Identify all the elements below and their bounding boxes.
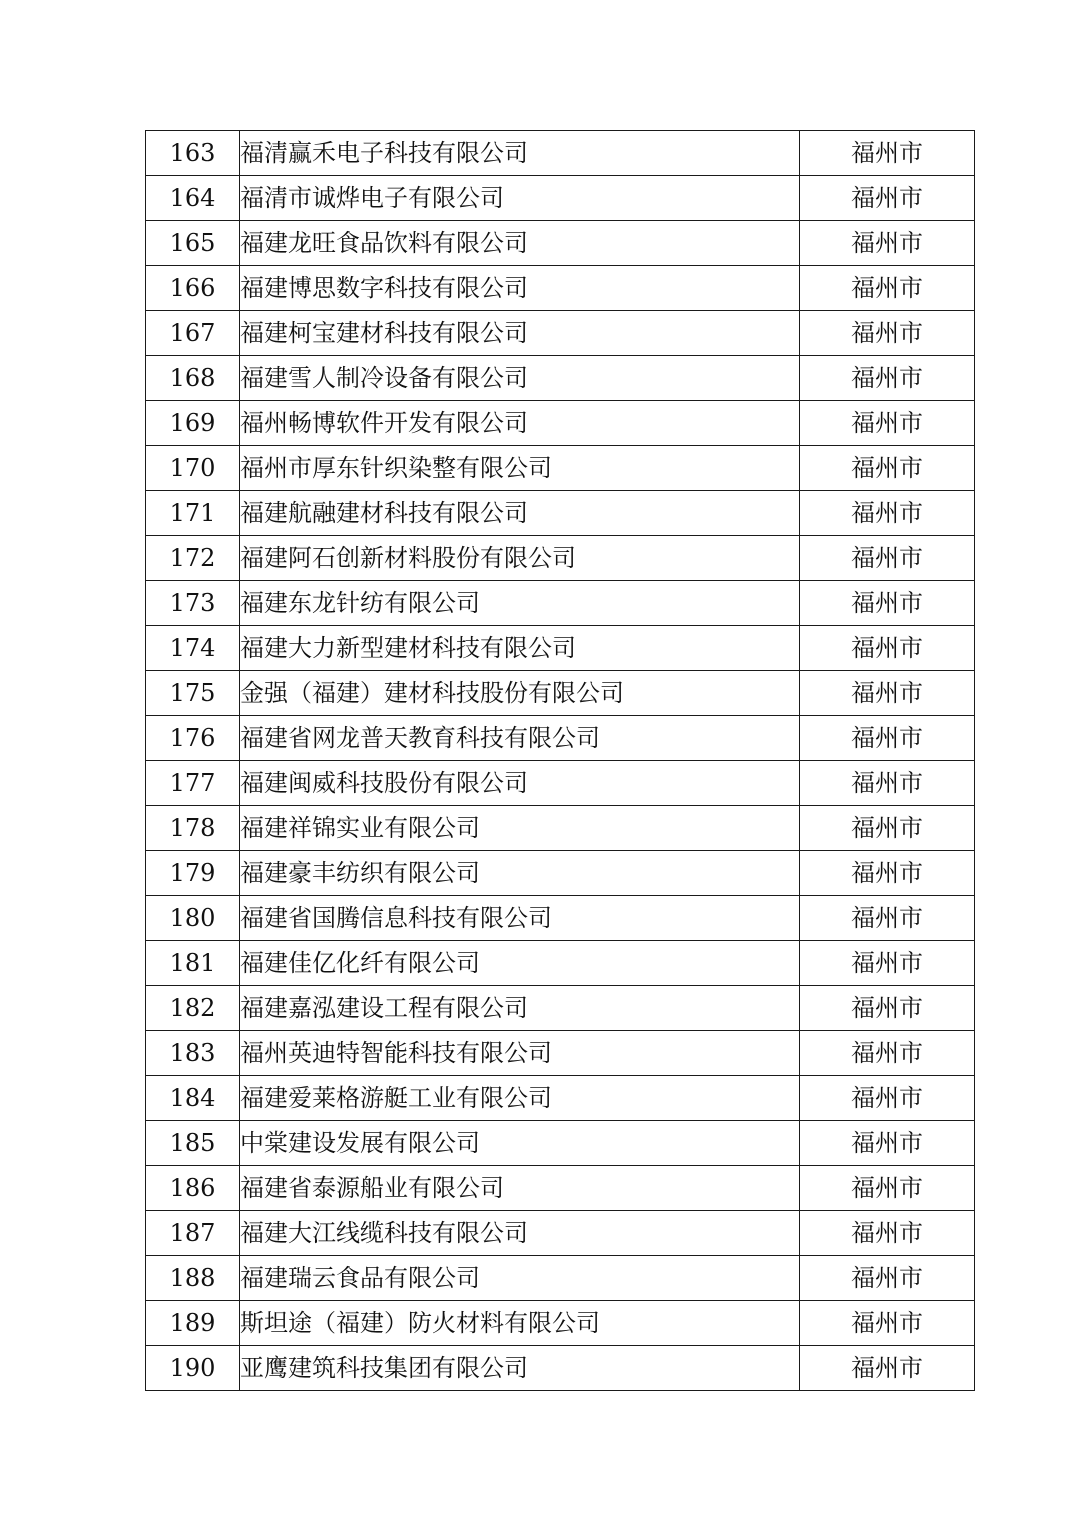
table-row xyxy=(146,311,975,356)
row-number-cell: 190 xyxy=(146,1346,240,1391)
table-row xyxy=(146,761,975,806)
table-row xyxy=(146,1121,975,1166)
city-cell: 福州市 xyxy=(800,356,975,401)
city-cell: 福州市 xyxy=(800,536,975,581)
city-cell: 福州市 xyxy=(800,266,975,311)
row-number-cell: 179 xyxy=(146,851,240,896)
table-row xyxy=(146,491,975,536)
company-name-cell: 福建佳亿化纤有限公司 xyxy=(240,941,800,986)
company-name-cell: 福建雪人制冷设备有限公司 xyxy=(240,356,800,401)
city-cell: 福州市 xyxy=(800,221,975,266)
city-cell: 福州市 xyxy=(800,1256,975,1301)
city-cell: 福州市 xyxy=(800,1121,975,1166)
company-name-cell: 福建祥锦实业有限公司 xyxy=(240,806,800,851)
row-number-cell: 185 xyxy=(146,1121,240,1166)
city-cell: 福州市 xyxy=(800,401,975,446)
company-name-cell: 福建大江线缆科技有限公司 xyxy=(240,1211,800,1256)
row-number-cell: 181 xyxy=(146,941,240,986)
city-cell: 福州市 xyxy=(800,896,975,941)
table-row xyxy=(146,1076,975,1121)
company-name-cell: 福建龙旺食品饮料有限公司 xyxy=(240,221,800,266)
row-number-cell: 184 xyxy=(146,1076,240,1121)
company-name-cell: 福建瑞云食品有限公司 xyxy=(240,1256,800,1301)
city-cell: 福州市 xyxy=(800,671,975,716)
table-row xyxy=(146,626,975,671)
company-name-cell: 福建嘉泓建设工程有限公司 xyxy=(240,986,800,1031)
table-row xyxy=(146,1346,975,1391)
company-name-cell: 福建豪丰纺织有限公司 xyxy=(240,851,800,896)
row-number-cell: 174 xyxy=(146,626,240,671)
company-name-cell: 福建省泰源船业有限公司 xyxy=(240,1166,800,1211)
city-cell: 福州市 xyxy=(800,1076,975,1121)
row-number-cell: 186 xyxy=(146,1166,240,1211)
city-cell: 福州市 xyxy=(800,1166,975,1211)
table-row xyxy=(146,1301,975,1346)
city-cell: 福州市 xyxy=(800,176,975,221)
table-row xyxy=(146,1211,975,1256)
company-name-cell: 福建爱莱格游艇工业有限公司 xyxy=(240,1076,800,1121)
table-row xyxy=(146,941,975,986)
table-row xyxy=(146,446,975,491)
row-number-cell: 183 xyxy=(146,1031,240,1076)
company-name-cell: 福建博思数字科技有限公司 xyxy=(240,266,800,311)
row-number-cell: 180 xyxy=(146,896,240,941)
city-cell: 福州市 xyxy=(800,851,975,896)
company-name-cell: 福建东龙针纺有限公司 xyxy=(240,581,800,626)
company-name-cell: 福建省国腾信息科技有限公司 xyxy=(240,896,800,941)
company-name-cell: 亚鹰建筑科技集团有限公司 xyxy=(240,1346,800,1391)
table-row xyxy=(146,806,975,851)
company-name-cell: 斯坦途（福建）防火材料有限公司 xyxy=(240,1301,800,1346)
table-row xyxy=(146,986,975,1031)
company-name-cell: 福州市厚东针织染整有限公司 xyxy=(240,446,800,491)
table-row xyxy=(146,221,975,266)
row-number-cell: 163 xyxy=(146,131,240,176)
city-cell: 福州市 xyxy=(800,761,975,806)
city-cell: 福州市 xyxy=(800,446,975,491)
row-number-cell: 187 xyxy=(146,1211,240,1256)
row-number-cell: 169 xyxy=(146,401,240,446)
company-name-cell: 福建阿石创新材料股份有限公司 xyxy=(240,536,800,581)
row-number-cell: 167 xyxy=(146,311,240,356)
table-row xyxy=(146,266,975,311)
table-row xyxy=(146,356,975,401)
company-name-cell: 福建航融建材科技有限公司 xyxy=(240,491,800,536)
table-row xyxy=(146,851,975,896)
row-number-cell: 178 xyxy=(146,806,240,851)
city-cell: 福州市 xyxy=(800,626,975,671)
company-name-cell: 福州畅博软件开发有限公司 xyxy=(240,401,800,446)
city-cell: 福州市 xyxy=(800,311,975,356)
row-number-cell: 172 xyxy=(146,536,240,581)
company-name-cell: 福建柯宝建材科技有限公司 xyxy=(240,311,800,356)
company-name-cell: 福清赢禾电子科技有限公司 xyxy=(240,131,800,176)
row-number-cell: 176 xyxy=(146,716,240,761)
table-row xyxy=(146,1031,975,1076)
city-cell: 福州市 xyxy=(800,716,975,761)
table-row xyxy=(146,131,975,176)
city-cell: 福州市 xyxy=(800,131,975,176)
table-row xyxy=(146,581,975,626)
company-name-cell: 福清市诚烨电子有限公司 xyxy=(240,176,800,221)
row-number-cell: 188 xyxy=(146,1256,240,1301)
table-row xyxy=(146,536,975,581)
table-body xyxy=(146,131,975,1391)
company-name-cell: 福建省网龙普天教育科技有限公司 xyxy=(240,716,800,761)
city-cell: 福州市 xyxy=(800,491,975,536)
row-number-cell: 171 xyxy=(146,491,240,536)
row-number-cell: 189 xyxy=(146,1301,240,1346)
table-row xyxy=(146,1256,975,1301)
company-name-cell: 金强（福建）建材科技股份有限公司 xyxy=(240,671,800,716)
city-cell: 福州市 xyxy=(800,1031,975,1076)
city-cell: 福州市 xyxy=(800,941,975,986)
company-name-cell: 福建大力新型建材科技有限公司 xyxy=(240,626,800,671)
table-row xyxy=(146,716,975,761)
row-number-cell: 164 xyxy=(146,176,240,221)
row-number-cell: 165 xyxy=(146,221,240,266)
table-row xyxy=(146,176,975,221)
row-number-cell: 173 xyxy=(146,581,240,626)
city-cell: 福州市 xyxy=(800,986,975,1031)
row-number-cell: 177 xyxy=(146,761,240,806)
row-number-cell: 168 xyxy=(146,356,240,401)
city-cell: 福州市 xyxy=(800,581,975,626)
table-row xyxy=(146,1166,975,1211)
company-name-cell: 福建闽威科技股份有限公司 xyxy=(240,761,800,806)
row-number-cell: 170 xyxy=(146,446,240,491)
city-cell: 福州市 xyxy=(800,1301,975,1346)
city-cell: 福州市 xyxy=(800,1346,975,1391)
table-row xyxy=(146,896,975,941)
company-list-table xyxy=(145,130,975,1391)
row-number-cell: 182 xyxy=(146,986,240,1031)
city-cell: 福州市 xyxy=(800,1211,975,1256)
company-name-cell: 中棠建设发展有限公司 xyxy=(240,1121,800,1166)
table-row xyxy=(146,401,975,446)
table-row xyxy=(146,671,975,716)
row-number-cell: 166 xyxy=(146,266,240,311)
row-number-cell: 175 xyxy=(146,671,240,716)
company-name-cell: 福州英迪特智能科技有限公司 xyxy=(240,1031,800,1076)
city-cell: 福州市 xyxy=(800,806,975,851)
